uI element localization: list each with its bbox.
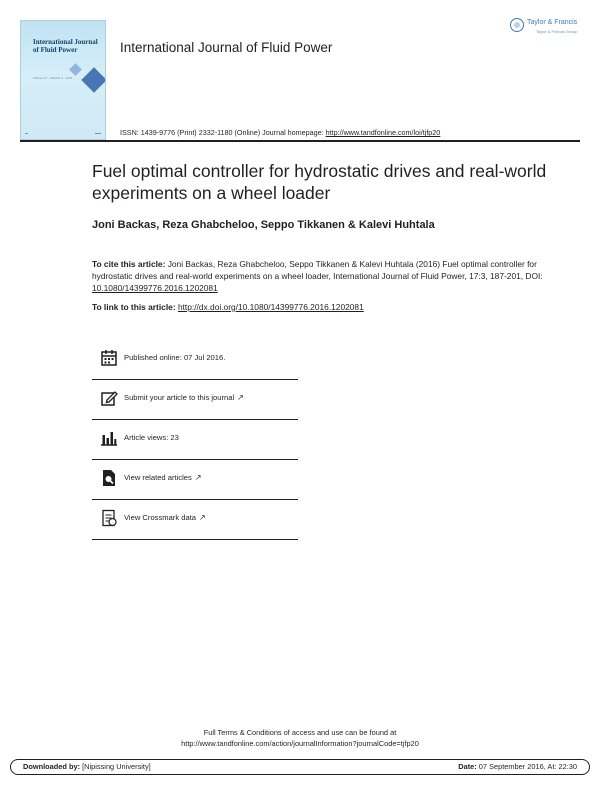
cover-footer-left-mark: ▬ xyxy=(25,131,28,135)
download-date xyxy=(458,762,577,771)
article-info-list xyxy=(92,340,298,540)
cover-diamond-small-icon xyxy=(69,63,82,76)
citation-block xyxy=(92,258,552,294)
info-item-related[interactable] xyxy=(92,460,298,500)
publisher-subtitle: Taylor & Francis Group xyxy=(536,29,577,34)
citation-doi-link[interactable]: 10.1080/14399776.2016.1202081 xyxy=(92,283,218,293)
publisher-name: Taylor & Francis xyxy=(527,19,578,26)
info-item-crossmark[interactable] xyxy=(92,500,298,540)
citation-text: Joni Backas, Reza Ghabcheloo, Seppo Tikkanen & Kalevi Huhtala (2016) Fuel optimal controller for hydrostatic drives and real-world experiments on a wheel loader, International Journal of Fluid Power, 17:3, 187-201, DOI: xyxy=(92,259,543,281)
downloaded-by xyxy=(23,762,151,771)
info-item-views xyxy=(92,420,298,460)
search-document-icon xyxy=(100,469,118,487)
journal-cover xyxy=(20,20,106,140)
external-link-icon: ↗ xyxy=(237,393,244,402)
journal-homepage-link[interactable]: http://www.tandfonline.com/loi/tjfp20 xyxy=(325,128,441,137)
crossmark-icon xyxy=(100,509,118,527)
info-published-label: Published online: 07 Jul 2016. xyxy=(124,353,226,362)
citation-label: To cite this article: xyxy=(92,259,166,269)
downloaded-by-label: Downloaded by: xyxy=(23,762,81,771)
article-authors: Joni Backas, Reza Ghabcheloo, Seppo Tikkanen & Kalevi Huhtala xyxy=(92,219,435,231)
header-divider xyxy=(20,140,580,142)
publisher-logo-icon xyxy=(510,18,524,32)
cover-volume: Volume 17 · Number 3 · 2016 xyxy=(33,76,73,80)
bar-chart-icon xyxy=(100,429,118,447)
downloaded-by-value: [Nipissing University] xyxy=(80,762,151,771)
link-label: To link to this article: xyxy=(92,302,178,312)
crossmark-link[interactable]: View Crossmark data xyxy=(124,513,197,522)
publisher-logo[interactable] xyxy=(510,16,586,40)
cover-footer xyxy=(25,131,101,135)
external-link-icon: ↗ xyxy=(194,473,202,482)
journal-title: International Journal of Fluid Power xyxy=(120,40,333,55)
issn-text: ISSN: 1439-9776 (Print) 2332-1180 (Online) Journal homepage: xyxy=(120,128,326,137)
article-title: Fuel optimal controller for hydrostatic drives and real-world experiments on a wheel loader xyxy=(92,161,547,203)
info-related-label[interactable] xyxy=(124,473,202,482)
article-link-line xyxy=(92,302,552,312)
submit-article-link[interactable]: Submit your article to this journal xyxy=(124,393,235,402)
footer-terms-line1: Full Terms & Conditions of access and use can be found at xyxy=(203,728,397,737)
info-item-submit[interactable] xyxy=(92,380,298,420)
cover-title: International Journal of Fluid Power xyxy=(33,38,98,54)
cover-diamond-icon xyxy=(81,67,106,92)
related-articles-link[interactable]: View related articles xyxy=(124,473,192,482)
article-doi-link[interactable]: http://dx.doi.org/10.1080/14399776.2016.1202081 xyxy=(177,302,364,312)
external-link-icon: ↗ xyxy=(199,513,206,522)
calendar-icon xyxy=(100,349,118,367)
info-views-label: Article views: 23 xyxy=(124,433,179,442)
footer-terms-url[interactable]: http://www.tandfonline.com/action/journalInformation?journalCode=tjfp20 xyxy=(181,739,419,748)
info-submit-label[interactable] xyxy=(124,393,244,402)
footer-terms xyxy=(0,727,600,749)
edit-icon xyxy=(100,389,118,407)
download-info-bar xyxy=(10,759,590,775)
download-date-value: 07 September 2016, At: 22:30 xyxy=(476,762,577,771)
issn-line xyxy=(120,128,440,137)
download-date-label: Date: xyxy=(458,762,477,771)
info-item-published xyxy=(92,340,298,380)
info-crossmark-label[interactable] xyxy=(124,513,206,522)
cover-footer-right-mark: ▬▬ xyxy=(95,131,101,135)
